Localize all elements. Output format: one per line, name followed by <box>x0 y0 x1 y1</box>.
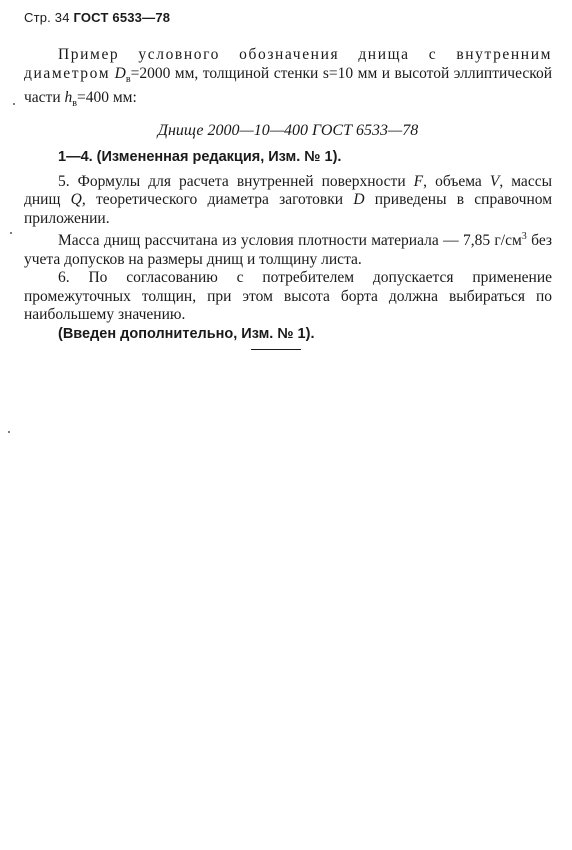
paragraph-5: 5. Формулы для расчета внутренней поверхности F, объема V, массы днищ Q, теоретического диаметра заготовки D приведены в справочном приложении. <box>24 172 553 227</box>
scan-speck <box>10 232 12 234</box>
scan-speck <box>13 103 15 105</box>
designation-line: Днище 2000—10—400 ГОСТ 6533—78 <box>157 121 419 139</box>
scan-speck <box>8 431 10 433</box>
standard-number: ГОСТ 6533—78 <box>73 10 171 25</box>
page-number: Стр. 34 <box>24 10 70 25</box>
section-end-rule <box>251 349 301 350</box>
amendment-note-1-4: 1—4. (Измененная редакция, Изм. № 1). <box>58 149 342 166</box>
document-body <box>24 46 552 343</box>
paragraph-6: 6. По согласованию с потребителем допускается применение промежуточных толщин, при этом высота борта должна выбираться по наибольшему значению. <box>24 269 552 324</box>
amendment-note-added: (Введен дополнительно, Изм. № 1). <box>58 325 315 342</box>
designation-example-paragraph: Пример условного обозначения днища с внутренним диаметром $D_в=2000$ мм, толщиной стенки s=10 мм и высотой эллиптической части $h_в=400$ мм: <box>24 46 553 110</box>
page-header <box>24 10 170 25</box>
mass-paragraph: Масса днищ рассчитана из условия плотности материала — 7,85 $г/см^3$ без учета допусков на размеры днищ и толщину листа. <box>24 231 553 268</box>
